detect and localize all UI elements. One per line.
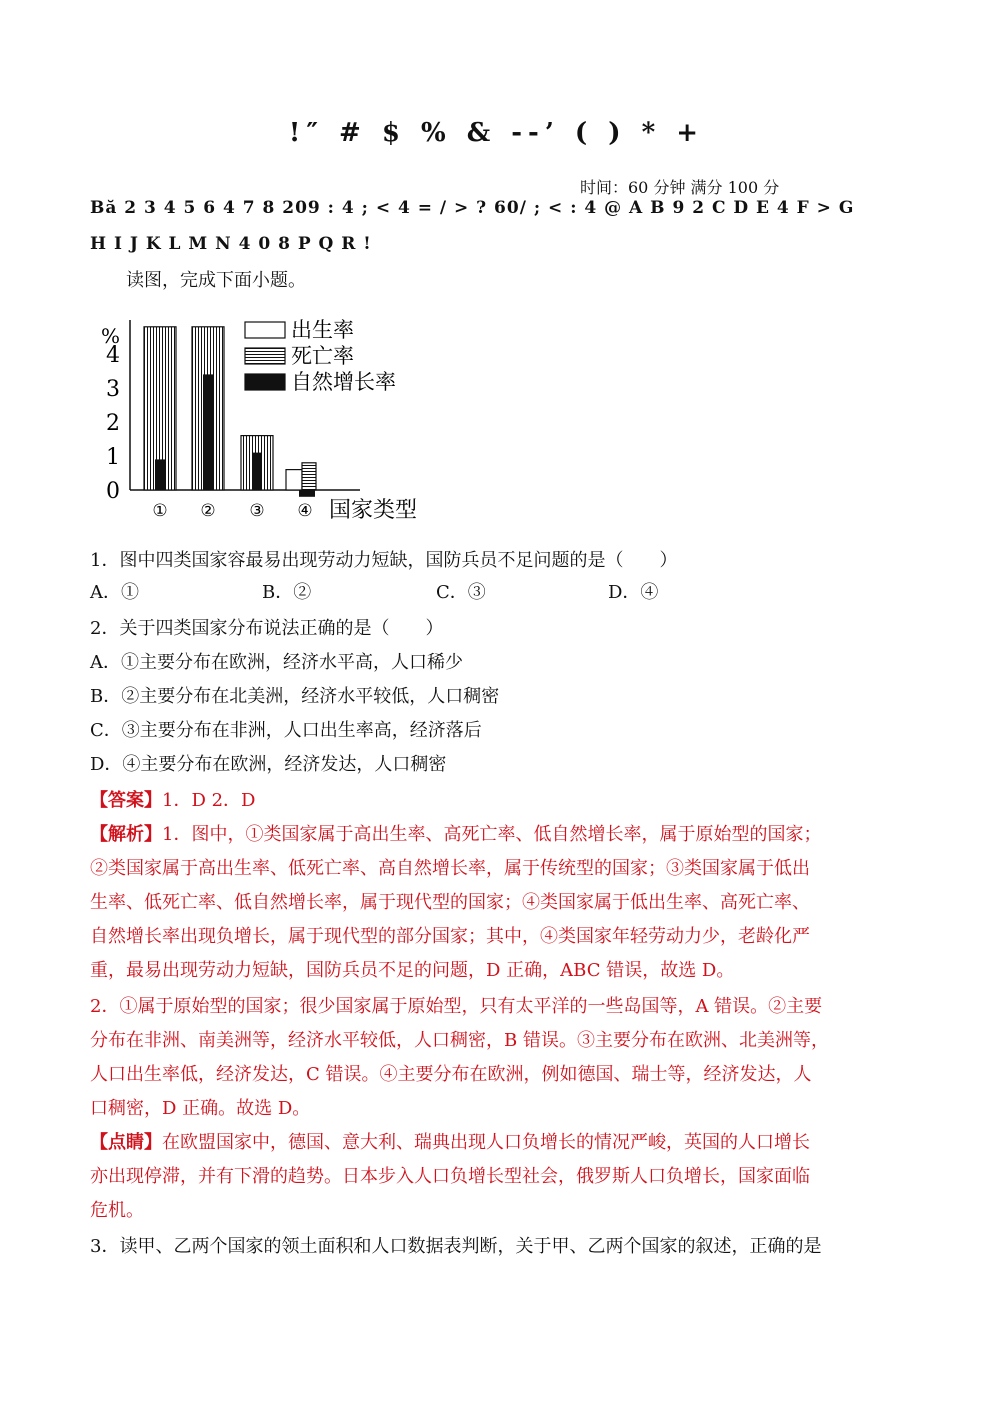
y-axis-label: %: [100, 324, 120, 348]
q2-option-a[interactable]: A．①主要分布在欧洲，经济水平高，人口稀少: [90, 652, 463, 673]
y-tick-label: 4: [106, 343, 120, 368]
x-category-label: ①: [152, 501, 168, 521]
answer-label: 【答案】: [90, 790, 162, 811]
question-2-stem: 2．关于四类国家分布说法正确的是（ ）: [90, 618, 444, 639]
analysis-label: 【解析】: [90, 824, 162, 845]
y-tick-label: 1: [106, 445, 120, 470]
y-tick-label: 2: [106, 411, 120, 436]
bar-natural-growth: [299, 490, 315, 497]
page-title: !″ # $ % & --’ ( ) * +: [288, 118, 705, 148]
analysis-line-6: 2．①属于原始型的国家；很少国家属于原始型，只有太平洋的一些岛国等，A 错误。②主要: [90, 996, 823, 1017]
analysis-line-5: 重，最易出现劳动力短缺，国防兵员不足的问题，D 正确，ABC 错误，故选 D。: [90, 960, 735, 981]
garbled-instruction-line-1: Bă 2 3 4 5 6 4 7 8 209 : 4 ; < 4 = / > ? 60/ ; < : 4 @ A B 9 2 C D E 4 F > G: [90, 198, 855, 218]
legend-label: 死亡率: [291, 344, 354, 368]
x-axis-label: 国家类型: [329, 498, 418, 523]
bar-natural-growth: [155, 459, 165, 490]
legend-swatch: [245, 348, 285, 364]
legend-swatch: [245, 374, 285, 390]
analysis-line-2: ②类国家属于高出生率、低死亡率、高自然增长率，属于传统型的国家；③类国家属于低出: [90, 858, 810, 879]
question-1-stem: 1．图中四类国家容最易出现劳动力短缺，国防兵员不足问题的是（ ）: [90, 550, 678, 571]
comment-line-2: 亦出现停滞，并有下滑的趋势。日本步入人口负增长型社会，俄罗斯人口负增长，国家面临: [90, 1166, 810, 1187]
analysis-line-1: 【解析】1．图中，①类国家属于高出生率、高死亡率、低自然增长率，属于原始型的国家；: [90, 824, 822, 845]
analysis-line-9: 口稠密，D 正确。故选 D。: [90, 1098, 311, 1119]
legend-label: 出生率: [291, 318, 354, 342]
garbled-instruction-line-2: H I J K L M N 4 0 8 P Q R !: [90, 234, 372, 254]
x-category-label: ②: [200, 501, 216, 521]
analysis-line-8: 人口出生率低，经济发达，C 错误。④主要分布在欧洲，例如德国、瑞士等，经济发达，人: [90, 1064, 812, 1085]
answer-line: [90, 786, 256, 812]
comment-label: 【点睛】: [90, 1132, 162, 1153]
analysis-line-3: 生率、低死亡率、低自然增长率，属于现代型的国家；④类国家属于低出生率、高死亡率、: [90, 892, 810, 913]
legend-swatch: [245, 322, 285, 338]
answer-text: 1．D 2．D: [162, 790, 256, 811]
analysis-line-7: 分布在非洲、南美洲等，经济水平较低，人口稠密，B 错误。③主要分布在欧洲、北美洲等，: [90, 1030, 829, 1051]
x-category-label: ④: [297, 501, 313, 521]
question-3-stem: 3．读甲、乙两个国家的领土面积和人口数据表判断，关于甲、乙两个国家的叙述，正确的是: [90, 1236, 822, 1257]
q1-option-b[interactable]: B．②: [262, 582, 312, 603]
q2-option-b[interactable]: B．②主要分布在北美洲，经济水平较低，人口稠密: [90, 686, 500, 707]
bar-natural-growth: [203, 374, 213, 490]
q1-option-c[interactable]: C．③: [436, 582, 486, 603]
legend-label: 自然增长率: [291, 370, 396, 394]
exam-time-info: 时间：60 分钟 满分 100 分: [580, 178, 780, 197]
q2-option-d[interactable]: D．④主要分布在欧洲，经济发达，人口稠密: [90, 754, 447, 775]
x-category-label: ③: [249, 501, 265, 521]
analysis-line-4: 自然增长率出现负增长，属于现代型的部分国家；其中，④类国家年轻劳动力少，老龄化严: [90, 926, 810, 947]
q1-option-d[interactable]: D．④: [608, 582, 659, 603]
bar-birth-rate: [286, 470, 302, 490]
comment-line-1: 【点睛】在欧盟国家中，德国、意大利、瑞典出现人口负增长的情况严峻，英国的人口增长: [90, 1132, 810, 1153]
intro-text: 读图，完成下面小题。: [126, 270, 306, 291]
q2-option-c[interactable]: C．③主要分布在非洲，人口出生率高，经济落后: [90, 720, 482, 741]
y-tick-label: 0: [106, 479, 120, 504]
population-chart: [95, 305, 440, 525]
comment-line-3: 危机。: [90, 1200, 144, 1221]
bar-natural-growth: [252, 453, 262, 490]
q1-option-a[interactable]: A．①: [90, 582, 139, 603]
y-tick-label: 3: [106, 377, 120, 402]
bar-death-rate: [302, 463, 316, 490]
